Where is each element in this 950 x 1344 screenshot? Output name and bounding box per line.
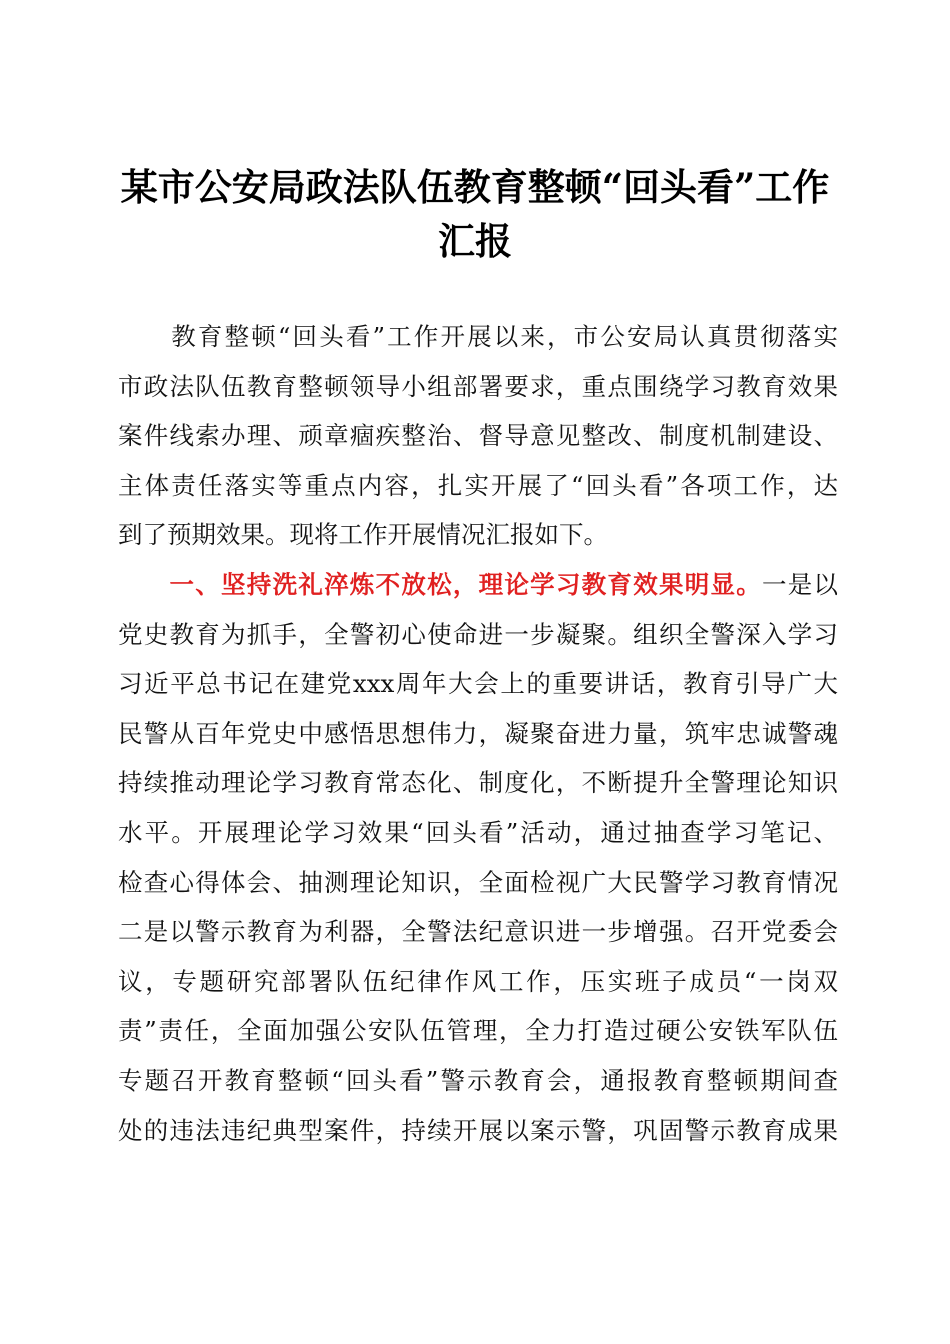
text-line: 水平。开展理论学习效果“回头看”活动，通过抽查学习笔记、 xyxy=(118,817,838,847)
title-line-1: 某市公安局政法队伍教育整顿“回头看”工作 xyxy=(120,165,830,209)
text-line: 主体责任落实等重点内容，扎实开展了“回头看”各项工作，达 xyxy=(118,470,838,500)
paragraph-section-1 xyxy=(118,560,838,1155)
text-line: 处的违法违纪典型案件，持续开展以案示警，巩固警示教育成果 xyxy=(118,1115,838,1145)
text-line: 市政法队伍教育整顿领导小组部署要求，重点围绕学习教育效果 xyxy=(118,371,838,401)
text-line: 议，专题研究部署队伍纪律作风工作，压实班子成员“一岗双 xyxy=(118,966,838,996)
section-heading-line xyxy=(118,560,838,610)
text-line: 持续推动理论学习教育常态化、制度化，不断提升全警理论知识 xyxy=(118,768,838,798)
title-line-2: 汇报 xyxy=(438,219,512,263)
text-line: 案件线索办理、顽章痼疾整治、督导意见整改、制度机制建设、 xyxy=(118,421,838,451)
text-line: 责”责任，全面加强公安队伍管理，全力打造过硬公安铁军队伍 xyxy=(118,1016,838,1046)
text-line: 教育整顿“回头看”工作开展以来，市公安局认真贯彻落实 xyxy=(118,322,838,351)
text-line: 专题召开教育整顿“回头看”警示教育会，通报教育整顿期间查 xyxy=(118,1065,838,1095)
text-line: 民警从百年党史中感悟思想伟力，凝聚奋进力量，筑牢忠诚警魂 xyxy=(118,718,838,748)
text-line: 党史教育为抓手，全警初心使命进一步凝聚。组织全警深入学习 xyxy=(118,619,838,649)
text-line: 习近平总书记在建党xxx周年大会上的重要讲话，教育引导广大 xyxy=(118,669,838,699)
document-body xyxy=(118,312,838,1155)
section-heading-tail: 一是以 xyxy=(762,569,838,599)
document-title xyxy=(100,160,850,268)
text-line: 二是以警示教育为利器，全警法纪意识进一步增强。召开党委会 xyxy=(118,917,838,947)
text-line: 到了预期效果。现将工作开展情况汇报如下。 xyxy=(118,520,608,550)
paragraph-intro xyxy=(118,312,838,560)
text-line: 检查心得体会、抽测理论知识，全面检视广大民警学习教育情况 xyxy=(118,867,838,897)
section-heading: 一、坚持洗礼淬炼不放松，理论学习教育效果明显。 xyxy=(169,569,762,599)
